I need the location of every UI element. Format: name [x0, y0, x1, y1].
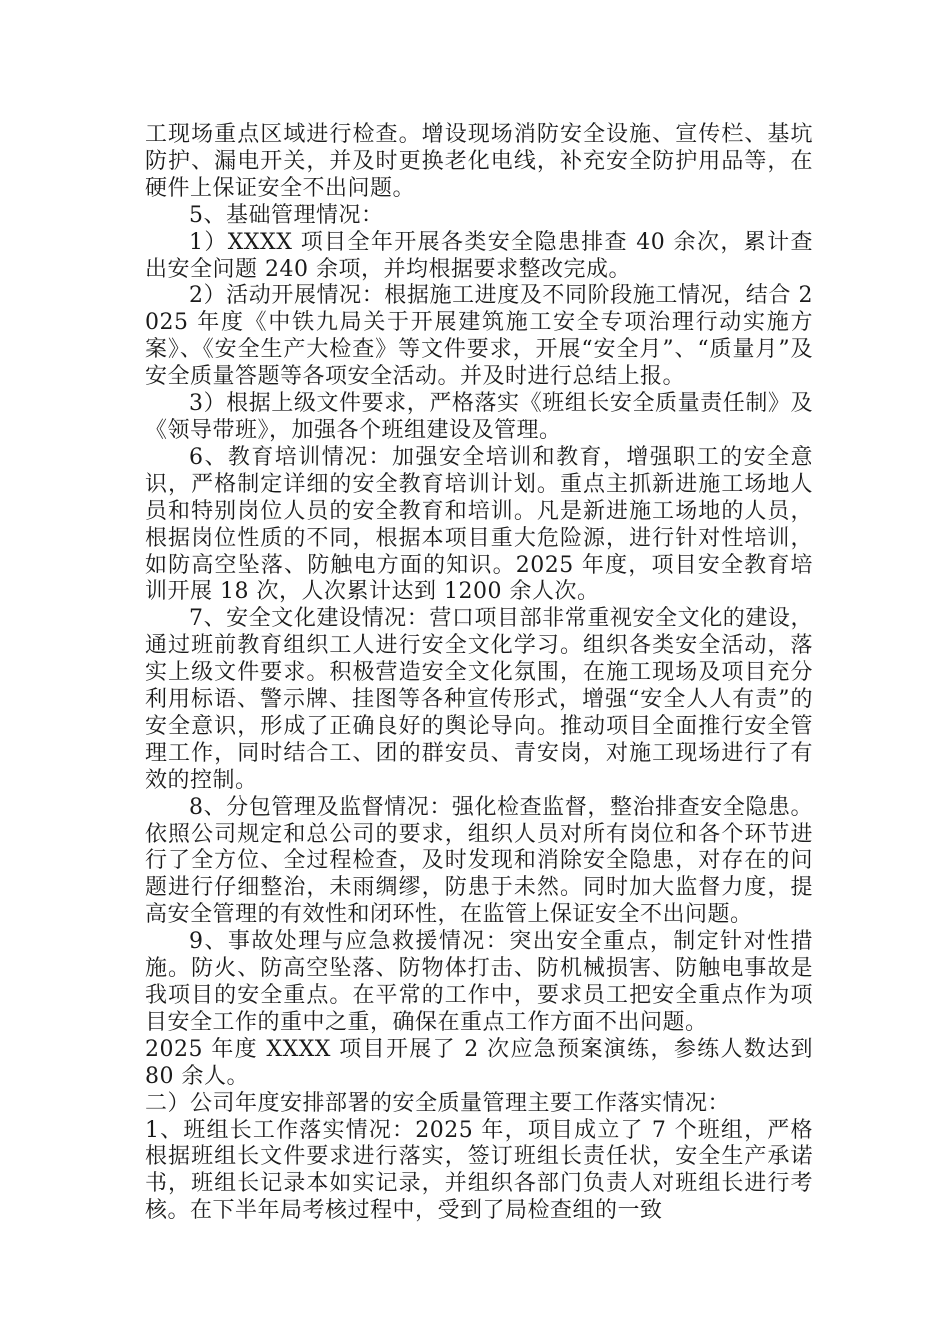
paragraph-team-leader-system: 3）根据上级文件要求，严格落实《班组长安全质量责任制》及《领导带班》，加强各个班组建设及管理。 [145, 391, 813, 443]
paragraph-hazard-inspection: 1）XXXX 项目全年开展各类安全隐患排查 40 余次，累计查出安全问题 240 余项，并均根据要求整改完成。 [145, 229, 813, 282]
section-heading-company-work: 二）公司年度安排部署的安全质量管理主要工作落实情况： [145, 1090, 731, 1116]
paragraph-emergency-drills: 2025 年度 XXXX 项目开展了 2 次应急预案演练，参练人数达到 80 余人。 [145, 1036, 813, 1089]
paragraph-emergency-rescue: 9、事故处理与应急救援情况：突出安全重点，制定针对性措施。防火、防高空坠落、防物体打击、防机械损害、防触电事故是我项目的安全重点。在平常的工作中，要求员工把安全重点作为项目安全工作的重中之重，确保在重点工作方面不出问题。 [145, 929, 813, 1035]
paragraph-basic-management-heading: 5、基础管理情况： [189, 202, 384, 228]
paragraph-safety-culture: 7、安全文化建设情况：营口项目部非常重视安全文化的建设，通过班前教育组织工人进行安全文化学习。组织各类安全活动，落实上级文件要求。积极营造安全文化氛围，在施工现场及项目充分利用标语、警示牌、挂图等各种宣传形式，增强“安全人人有责”的安全意识，形成了正确良好的舆论导向。推动项目全面推行安全管理工作，同时结合工、团的群安员、青安岗，对施工现场进行了有效的控制。 [145, 606, 813, 793]
document-body [145, 122, 813, 1225]
paragraph-education-training: 6、教育培训情况：加强安全培训和教育，增强职工的安全意识，严格制定详细的安全教育培训计划。重点主抓新进施工场地人员和特别岗位人员的安全教育和培训。凡是新进施工场地的人员，根据岗位性质的不同，根据本项目重大危险源，进行针对性培训，如防高空坠落、防触电方面的知识。2025 年度，项目安全教育培训开展 18 次，人次累计达到 1200 余人次。 [145, 444, 813, 605]
paragraph-team-leader-work: 1、班组长工作落实情况：2025 年，项目成立了 7 个班组，严格根据班组长文件要求进行落实，签订班组长责任状，安全生产承诺书，班组长记录本如实记录，并组织各部门负责人对班组长进行考核。在下半年局考核过程中，受到了局检查组的一致 [145, 1117, 813, 1224]
paragraph-activities: 2）活动开展情况：根据施工进度及不同阶段施工情况，结合 2025 年度《中铁九局关于开展建筑施工安全专项治理行动实施方案》、《安全生产大检查》等文件要求，开展“安全月”、“质量月”及安全质量答题等各项安全活动。并及时进行总结上报。 [145, 283, 813, 390]
paragraph-subcontract-supervision: 8、分包管理及监督情况：强化检查监督，整治排查安全隐患。依照公司规定和总公司的要求，组织人员对所有岗位和各个环节进行了全方位、全过程检查，及时发现和消除安全隐患，对存在的问题进行仔细整治，未雨绸缪，防患于未然。同时加大监督力度，提高安全管理的有效性和闭环性，在监管上保证安全不出问题。 [145, 794, 813, 928]
paragraph-hardware-safety: 工现场重点区域进行检查。增设现场消防安全设施、宣传栏、基坑防护、漏电开关，并及时更换老化电线，补充安全防护用品等，在硬件上保证安全不出问题。 [145, 122, 813, 201]
